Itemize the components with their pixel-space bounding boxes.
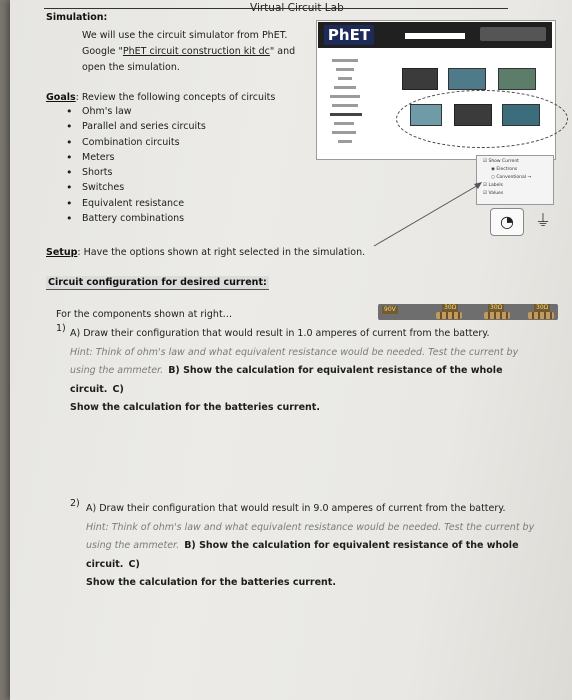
- search-field-image: [405, 33, 465, 39]
- option-label: Values: [488, 191, 504, 196]
- list-item: • Meters: [82, 150, 206, 165]
- sim-thumbnail: [410, 104, 442, 126]
- q1-hint: Hint: Think of ohm's law and what equivalent resistance would be needed. Test the current by using the ammeter.: [70, 346, 519, 376]
- option-conventional: ○ Conventional →: [491, 175, 532, 180]
- simulation-line-1: We will use the circuit simulator from PhET.: [82, 30, 288, 41]
- university-logo: [480, 27, 546, 41]
- q2-hint: Hint: Think of ohm's law and what equivalent resistance would be needed. Test the current by using the ammeter.: [86, 521, 535, 551]
- menu-line: [336, 68, 354, 71]
- resistor-icon: [436, 312, 462, 319]
- q1-number: 1): [56, 323, 66, 334]
- menu-line: [338, 140, 352, 143]
- menu-line: [332, 131, 356, 134]
- q1-part-c: Show the calculation for the batteries current.: [70, 402, 320, 413]
- divider: [44, 8, 508, 9]
- simulation-line-3: open the simulation.: [82, 62, 180, 73]
- option-label: Labels: [488, 183, 503, 188]
- resistor-label: 30Ω: [444, 304, 457, 311]
- question-1: [70, 323, 540, 416]
- q2-part-c: Show the calculation for the batteries current.: [86, 577, 336, 588]
- list-item: • Equivalent resistance: [82, 196, 206, 211]
- list-item: • Combination circuits: [82, 135, 206, 150]
- sim-thumbnail: [498, 68, 536, 90]
- setup-text: : Have the options shown at right selected in the simulation.: [77, 247, 366, 258]
- phet-logo: PhET: [324, 25, 374, 45]
- option-show-current: ☑ Show Current: [483, 159, 519, 164]
- q1-part-b: B) Show the calculation for equivalent resistance of the whole circuit.: [70, 365, 503, 395]
- setup-heading: Setup: [46, 247, 78, 258]
- list-item: • Shorts: [82, 165, 206, 180]
- question-2: [86, 498, 546, 591]
- resistor-label: 30Ω: [536, 304, 549, 311]
- list-item: • Ohm's law: [82, 104, 206, 119]
- goals-heading: Goals: [46, 92, 76, 103]
- menu-line: [332, 104, 358, 107]
- sim-thumbnail: [454, 104, 492, 126]
- option-labels: ☑ Labels: [483, 183, 503, 188]
- pointer-arrow-icon: [370, 178, 490, 250]
- circuit-config-heading: [46, 277, 269, 288]
- text: " and: [269, 46, 296, 57]
- ammeter-icon: ◔: [490, 208, 524, 236]
- heading-text: Circuit configuration for desired current:: [48, 277, 267, 288]
- goals-list: [82, 104, 206, 226]
- list-item: • Battery combinations: [82, 211, 206, 226]
- page-title: Virtual Circuit Lab: [250, 2, 344, 14]
- list-item: • Switches: [82, 180, 206, 195]
- q1-part-c-label: C): [112, 383, 124, 395]
- option-label: Electrons: [496, 167, 518, 172]
- worksheet-page: [10, 0, 572, 700]
- simulation-line-2: [82, 46, 295, 57]
- goals-line: [46, 92, 275, 103]
- q2-part-a: A) Draw their configuration that would result in 9.0 amperes of current from the battery.: [86, 503, 506, 514]
- q1-part-a: A) Draw their configuration that would result in 1.0 amperes of current from the battery.: [70, 328, 490, 339]
- goals-intro: : Review the following concepts of circuits: [75, 92, 276, 103]
- menu-line: [330, 95, 360, 98]
- menu-line: [334, 86, 356, 89]
- search-phrase: PhET circuit construction kit dc: [122, 46, 270, 57]
- sim-thumbnail: [402, 68, 438, 90]
- components-intro: For the components shown at right…: [56, 309, 233, 320]
- setup-line: [46, 247, 365, 258]
- q2-part-c-label: C): [128, 558, 140, 570]
- battery-label: 90V: [384, 306, 396, 313]
- voltmeter-icon: ⏚: [534, 211, 551, 230]
- simulation-heading: Simulation:: [46, 12, 108, 23]
- menu-line: [338, 77, 352, 80]
- q2-part-b: B) Show the calculation for equivalent resistance of the whole circuit.: [86, 540, 519, 570]
- resistor-label: 30Ω: [490, 304, 503, 311]
- q2-number: 2): [70, 498, 80, 509]
- text: Google ": [82, 46, 123, 57]
- resistor-icon: [484, 312, 510, 319]
- list-item: • Parallel and series circuits: [82, 119, 206, 134]
- sidebar-menu: [328, 56, 368, 149]
- sim-thumbnail: [448, 68, 486, 90]
- menu-line: [334, 122, 354, 125]
- option-electrons: ◉ Electrons: [491, 167, 518, 172]
- resistor-icon: [528, 312, 554, 319]
- sim-thumbnail: [502, 104, 540, 126]
- option-label: Show Current: [488, 159, 519, 164]
- menu-line: [330, 113, 362, 116]
- option-label: Conventional: [496, 175, 527, 180]
- option-values: ☑ Values: [483, 191, 504, 196]
- menu-line: [332, 59, 358, 62]
